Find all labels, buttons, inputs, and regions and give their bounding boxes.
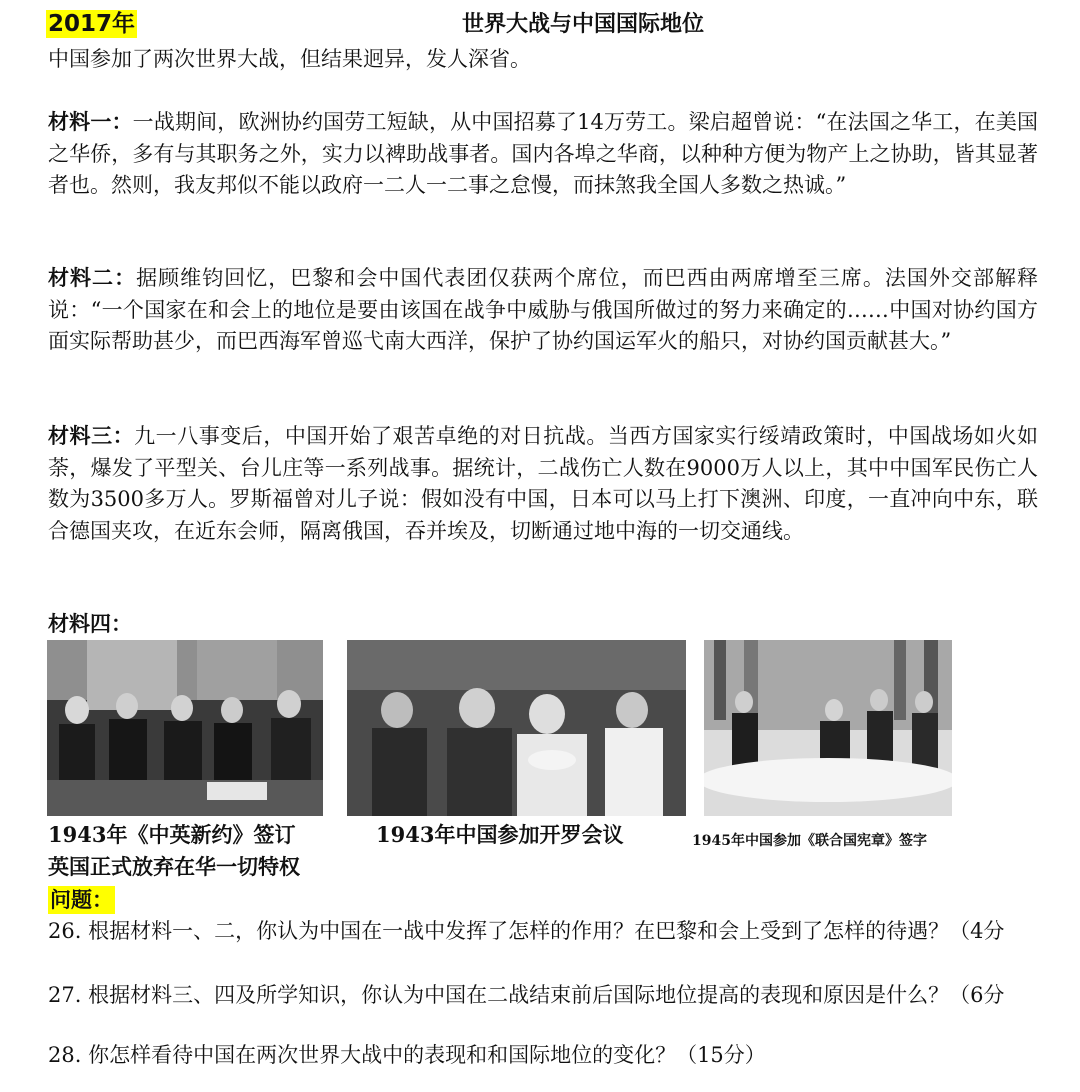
header: [46, 8, 1046, 40]
question-26: 26. 根据材料一、二，你认为中国在一战中发挥了怎样的作用？在巴黎和会上受到了怎样的待遇？（4分: [48, 919, 1005, 943]
question-28: 28. 你怎样看待中国在两次世界大战中的表现和和国际地位的变化？（15分）: [48, 1043, 766, 1067]
page-title: 世界大战与中国国际地位: [462, 11, 705, 37]
photo-2-caption: 1943年中国参加开罗会议: [376, 822, 624, 847]
material-2-label: 材料二：: [48, 265, 137, 290]
photo-cairo-conference: [347, 640, 686, 816]
material-4-label: 材料四：: [48, 611, 132, 636]
material-2-text: 据顾维钧回忆，巴黎和会中国代表团仅获两个席位，而巴西由两席增至三席。法国外交部解释说：“一个国家在和会上的地位是要由该国在战争中威胁与俄国所做过的努力来确定的……中国对协约国方面实际帮助甚少，而巴西海军曾巡弋南大西洋，保护了协约国运军火的船只，对协约国贡献甚大。”: [48, 266, 1038, 353]
material-1: [48, 106, 1038, 202]
photo-treaty-signing: [47, 640, 323, 816]
material-2: [48, 262, 1038, 358]
intro-text: 中国参加了两次世界大战，但结果迥异，发人深省。: [48, 47, 531, 71]
questions-heading: 问题：: [50, 887, 113, 912]
material-3-text: 九一八事变后，中国开始了艰苦卓绝的对日抗战。当西方国家实行绥靖政策时，中国战场如火如荼，爆发了平型关、台儿庄等一系列战事。据统计，二战伤亡人数在9000万人以上，其中中国军民伤亡人数为3500多万人。罗斯福曾对儿子说：假如没有中国，日本可以马上打下澳洲、印度，一直冲向中东，联合德国夹攻，在近东会师，隔离俄国，吞并埃及，切断通过地中海的一切交通线。: [48, 424, 1039, 543]
year-highlight: 2017年: [48, 11, 136, 37]
photo-1-caption-line-2: 英国正式放弃在华一切特权: [48, 854, 300, 879]
photo-un-charter-signing: [704, 640, 952, 816]
material-3-label: 材料三：: [48, 423, 135, 448]
material-1-text: 一战期间，欧洲协约国劳工短缺，从中国招募了14万劳工。梁启超曾说：“在法国之华工，在美国之华侨，多有与其职务之外，实力以裨助战事者。国内各埠之华商，以种种方便为物产上之协助，皆其显著者也。然则，我友邦似不能以政府一二人一二事之怠慢，而抹煞我全国人多数之热诚。”: [48, 110, 1038, 197]
photo-1-caption-line-1: 1943年《中英新约》签订: [48, 822, 296, 847]
photo-3-caption: 1945年中国参加《联合国宪章》签字: [692, 833, 927, 849]
material-1-label: 材料一：: [48, 109, 133, 134]
material-3: [48, 420, 1038, 547]
question-27: 27. 根据材料三、四及所学知识，你认为中国在二战结束前后国际地位提高的表现和原因是什么？（6分: [48, 983, 1005, 1007]
